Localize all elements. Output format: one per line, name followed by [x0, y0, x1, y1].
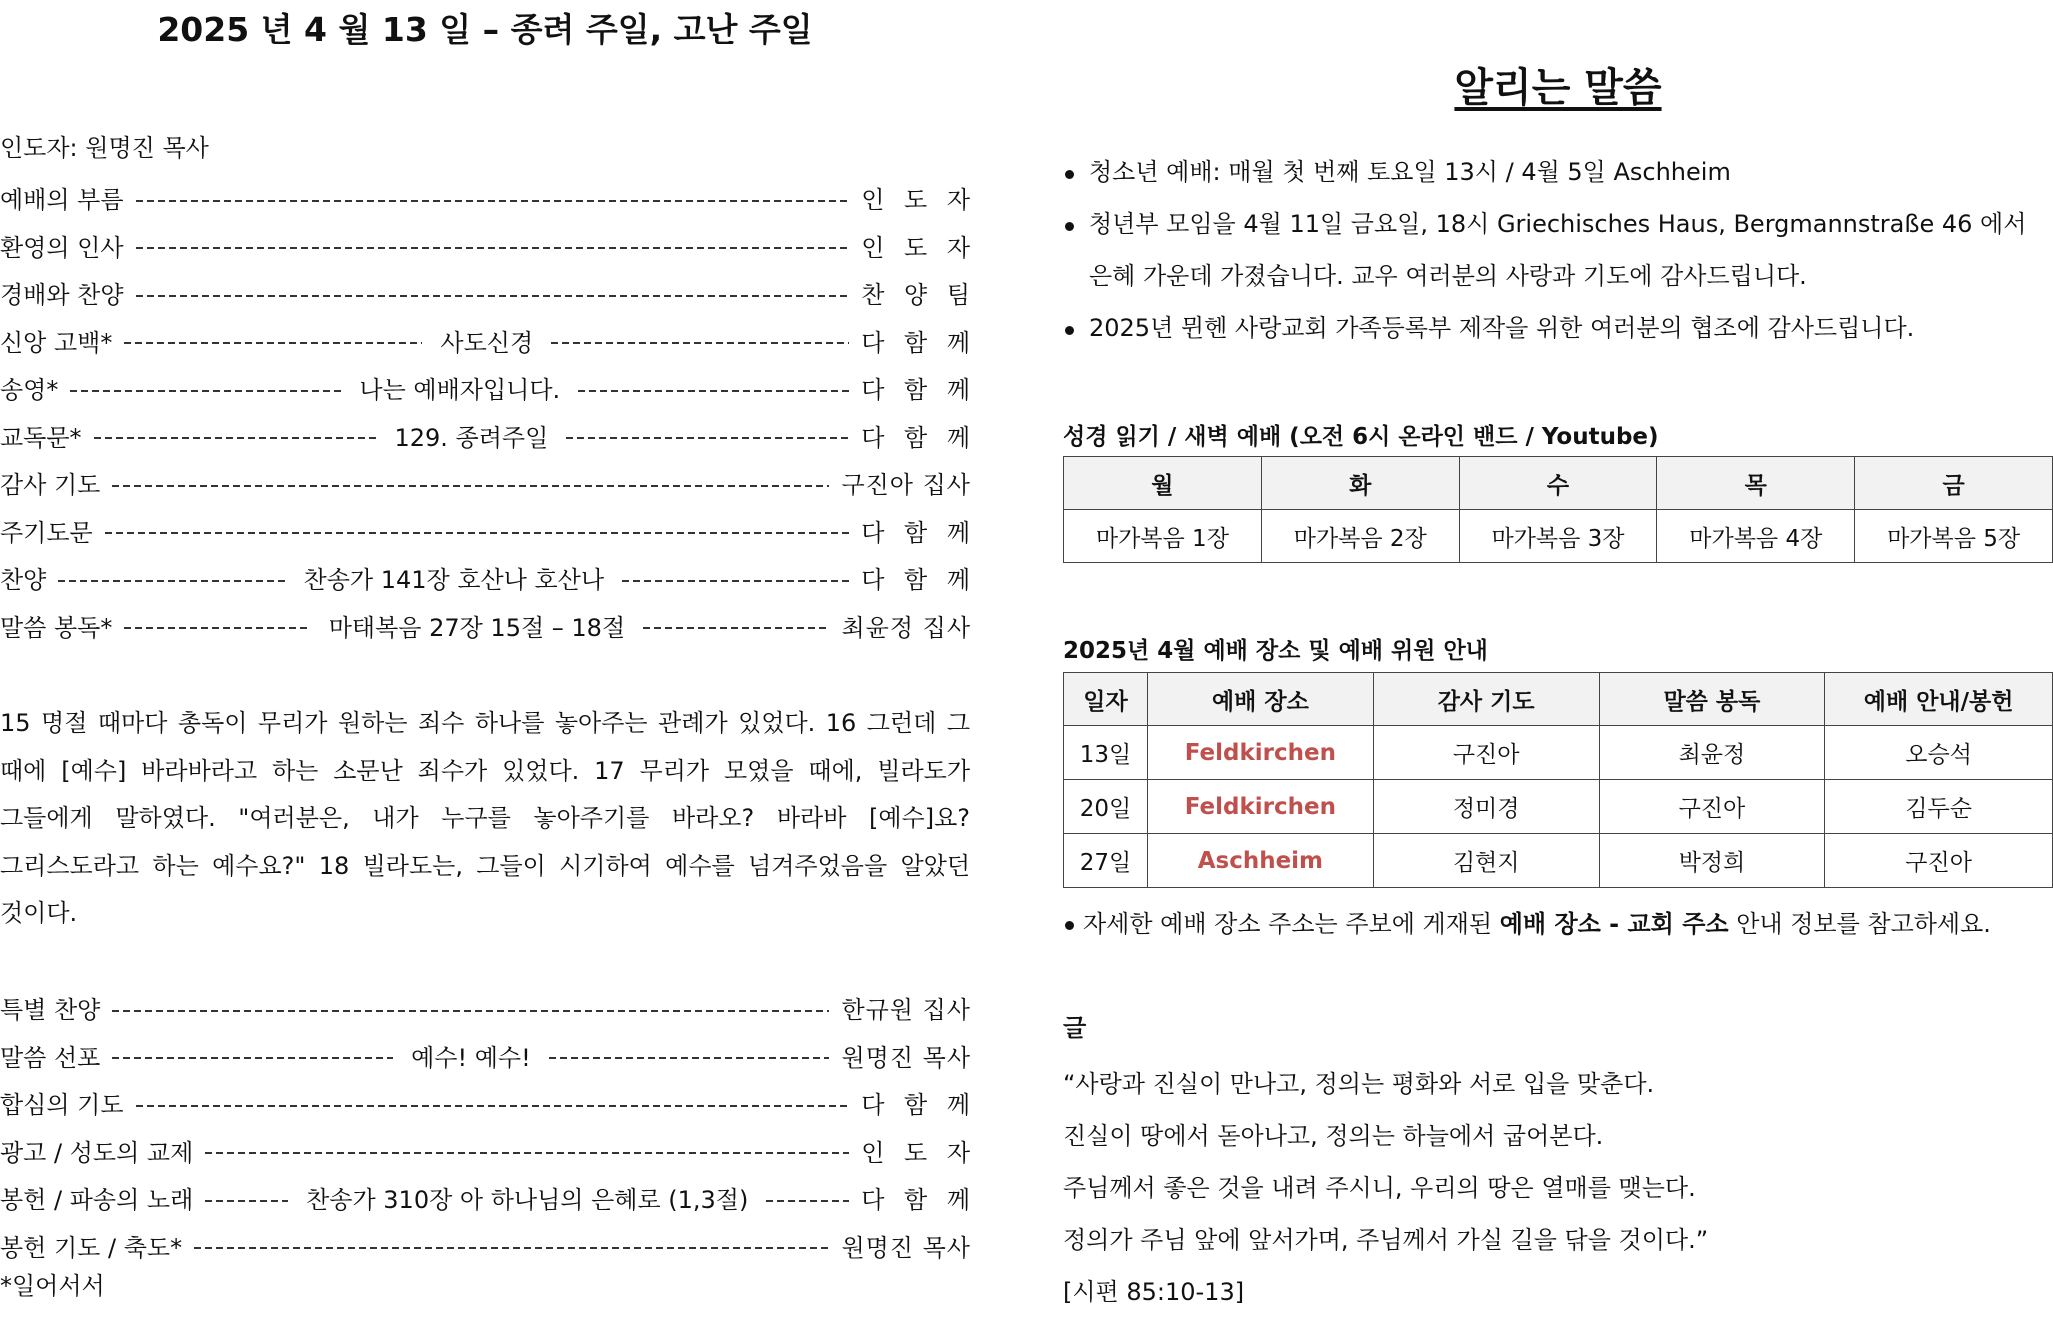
dotted-leader [112, 485, 829, 487]
detail-bold: 예배 장소 - 교회 주소 [1499, 910, 1729, 938]
order-item-person: 다 함 께 [861, 1091, 976, 1120]
dotted-leader [205, 1152, 849, 1154]
schedule-header: 예배 장소 [1147, 673, 1373, 726]
order-item-label: 예배의 부름 [0, 186, 124, 215]
day-header: 화 [1261, 457, 1459, 510]
schedule-prayer: 구진아 [1373, 726, 1599, 780]
order-item [0, 984, 970, 1032]
order-item-label: 환영의 인사 [0, 233, 124, 262]
order-item-person: 다 함 께 [861, 518, 976, 547]
order-item-label: 말씀 봉독* [0, 613, 113, 642]
order-item-content: 129. 종려주일 [394, 423, 549, 452]
schedule-date: 13일 [1064, 726, 1148, 780]
order-item [0, 364, 977, 412]
day-header: 금 [1855, 457, 2053, 510]
schedule-date: 20일 [1064, 780, 1148, 834]
word-heading: 글 [1063, 1014, 1087, 1042]
order-item-person: 인 도 자 [861, 233, 976, 262]
order-item [0, 554, 977, 602]
order-item [0, 1032, 970, 1080]
day-header: 수 [1459, 457, 1657, 510]
order-item-content: 예수! 예수! [411, 1043, 531, 1072]
order-item-label: 주기도문 [0, 518, 93, 547]
schedule-usher: 구진아 [1825, 834, 2053, 888]
dotted-leader [124, 342, 422, 344]
order-item-person: 다 함 께 [861, 1186, 977, 1215]
order-item-label: 경배와 찬양 [0, 281, 124, 310]
order-item-person: 최윤정 집사 [841, 613, 972, 642]
order-item-label: 감사 기도 [0, 471, 101, 500]
dotted-leader [205, 1200, 288, 1202]
dotted-leader [194, 1247, 829, 1249]
order-item-content: 사도신경 [440, 328, 534, 357]
table-row [1064, 780, 2053, 834]
order-item [0, 174, 976, 222]
order-item [0, 222, 976, 270]
order-item [0, 1174, 977, 1222]
schedule-prayer: 김현지 [1373, 834, 1599, 888]
order-item-label: 봉헌 / 파송의 노래 [0, 1186, 194, 1215]
reading-cell: 마가복음 2장 [1261, 510, 1459, 563]
bible-reading-table [1063, 456, 2053, 563]
dotted-leader [551, 342, 849, 344]
dotted-leader [105, 532, 849, 534]
bible-reading-heading: 성경 읽기 / 새벽 예배 (오전 6시 온라인 밴드 / Youtube) [1063, 424, 1659, 450]
order-item-person: 인 도 자 [861, 186, 976, 215]
announcement-list [1063, 146, 2053, 354]
order-item-label: 합심의 기도 [0, 1091, 124, 1120]
order-item-person: 인 도 자 [861, 1138, 976, 1167]
order-item-label: 말씀 선포 [0, 1043, 101, 1072]
order-item-content: 나는 예배자입니다. [359, 376, 561, 405]
schedule-date: 27일 [1064, 834, 1148, 888]
schedule-header: 말씀 봉독 [1599, 673, 1825, 726]
verse-line: 진실이 땅에서 돋아나고, 정의는 하늘에서 굽어본다. [1063, 1122, 1604, 1150]
order-item [0, 1079, 976, 1127]
dotted-leader [112, 1010, 829, 1012]
schedule-prayer: 정미경 [1373, 780, 1599, 834]
verse-line: 주님께서 좋은 것을 내려 주시니, 우리의 땅은 열매를 맺는다. [1063, 1174, 1696, 1202]
order-item-content: 찬송가 310장 아 하나님의 은혜로 (1,3절) [306, 1186, 749, 1215]
detail-text-end: 안내 정보를 참고하세요. [1728, 910, 1991, 938]
schedule-header: 일자 [1064, 673, 1148, 726]
scripture-passage: 15 명절 때마다 총독이 무리가 원하는 죄수 하나를 놓아주는 관례가 있었다. 16 그런데 그 때에 [예수] 바라바라고 하는 소문난 죄수가 있었다. 17 무리가 모였을 때에, 빌라도가 그들에게 말하였다. "여러분은, 내가 누구를 놓아주기를 바라오? 바라바 [예수]요? 그리스도라고 하는 예수요?" 18 빌라도는, 그들이 시기하여 예수를 넘겨주었음을 알았던 것이다. [0, 709, 970, 927]
announcement-item: 2025년 뮌헨 사랑교회 가족등록부 제작을 위한 여러분의 협조에 감사드립니다. [1063, 302, 2053, 354]
order-item [0, 507, 976, 555]
order-item-label: 교독문* [0, 423, 82, 452]
schedule-usher: 오승석 [1825, 726, 2053, 780]
verse-reference: [시편 85:10-13] [1063, 1278, 1245, 1306]
dotted-leader [549, 1057, 830, 1059]
order-item-person: 한규원 집사 [841, 996, 971, 1025]
worship-leader: 인도자: 원명진 목사 [0, 134, 209, 162]
dotted-leader [578, 390, 849, 392]
schedule-place: Feldkirchen [1147, 726, 1373, 780]
order-of-worship-column [0, 0, 977, 1309]
dotted-leader [136, 1105, 850, 1107]
day-header: 월 [1064, 457, 1262, 510]
announcements-title: 알리는 말씀 [1454, 65, 1662, 111]
order-item [0, 317, 976, 365]
order-item [0, 412, 976, 460]
dotted-leader [622, 580, 849, 582]
verse-line: 정의가 주님 앞에 앞서가며, 주님께서 가실 길을 닦을 것이다.” [1063, 1226, 1709, 1254]
schedule-usher: 김두순 [1825, 780, 2053, 834]
reading-cell: 마가복음 4장 [1657, 510, 1855, 563]
order-item [0, 1222, 970, 1270]
order-item-person: 다 함 께 [861, 423, 976, 452]
dotted-leader [136, 247, 850, 249]
order-item-person: 구진아 집사 [841, 471, 971, 500]
order-item-person: 원명진 목사 [841, 1233, 971, 1262]
order-item-label: 특별 찬양 [0, 996, 101, 1025]
schedule-reader: 구진아 [1599, 780, 1825, 834]
order-item-person: 다 함 께 [861, 566, 977, 595]
dotted-leader [70, 390, 341, 392]
dotted-leader [136, 295, 850, 297]
order-item-label: 광고 / 성도의 교제 [0, 1138, 194, 1167]
detail-text: 자세한 예배 장소 주소는 주보에 게재된 [1083, 910, 1500, 938]
schedule-reader: 박정희 [1599, 834, 1825, 888]
announcement-item: 청소년 예배: 매월 첫 번째 토요일 13시 / 4월 5일 Aschheim [1063, 146, 2053, 198]
dotted-leader [766, 1200, 849, 1202]
order-item-person: 다 함 께 [861, 328, 976, 357]
announcement-item: 청년부 모임을 4월 11일 금요일, 18시 Griechisches Haus, Bergmannstraße 46 에서 은혜 가운데 가졌습니다. 교우 여러분의 사랑과 기도에 감사드립니다. [1063, 198, 2053, 302]
bulletin-date-title: 2025 년 4 월 13 일 – 종려 주일, 고난 주일 [157, 10, 813, 49]
schedule-header: 예배 안내/봉헌 [1825, 673, 2053, 726]
order-item-person: 원명진 목사 [841, 1043, 972, 1072]
schedule-table [1063, 672, 2053, 888]
table-row [1064, 726, 2053, 780]
order-list-bottom [0, 984, 977, 1269]
announcements-column [1063, 0, 2053, 1309]
verse-line: “사랑과 진실이 만나고, 정의는 평화와 서로 입을 맞춘다. [1063, 1070, 1655, 1098]
schedule-place: Feldkirchen [1147, 780, 1373, 834]
reading-cell: 마가복음 3장 [1459, 510, 1657, 563]
dotted-leader [112, 1057, 393, 1059]
order-item-person: 찬 양 팀 [861, 281, 976, 310]
order-item-content: 찬송가 141장 호산나 호산나 [303, 566, 605, 595]
order-item [0, 269, 976, 317]
reading-cell: 마가복음 5장 [1855, 510, 2053, 563]
dotted-leader [58, 580, 285, 582]
order-item-label: 봉헌 기도 / 축도* [0, 1233, 183, 1262]
schedule-header: 감사 기도 [1373, 673, 1599, 726]
reading-cell: 마가복음 1장 [1064, 510, 1262, 563]
order-item [0, 602, 970, 650]
schedule-place: Aschheim [1147, 834, 1373, 888]
order-item-content: 마태복음 27장 15절 – 18절 [328, 613, 626, 642]
address-detail-note [1063, 904, 1991, 944]
order-item [0, 1127, 976, 1175]
order-list-top [0, 174, 977, 649]
schedule-reader: 최윤정 [1599, 726, 1825, 780]
order-item-label: 송영* [0, 376, 59, 405]
standing-note: *일어서서 [0, 1272, 105, 1300]
order-item-label: 찬양 [0, 566, 47, 595]
dotted-leader [566, 437, 849, 439]
order-item-person: 다 함 께 [861, 376, 977, 405]
dotted-leader [643, 627, 829, 629]
dotted-leader [136, 200, 850, 202]
psalm-verses [1063, 1058, 1708, 1318]
day-header: 목 [1657, 457, 1855, 510]
table-row [1064, 834, 2053, 888]
dotted-leader [94, 437, 377, 439]
order-item-label: 신앙 고백* [0, 328, 113, 357]
dotted-leader [124, 627, 310, 629]
schedule-heading: 2025년 4월 예배 장소 및 예배 위원 안내 [1063, 638, 1488, 664]
order-item [0, 459, 970, 507]
